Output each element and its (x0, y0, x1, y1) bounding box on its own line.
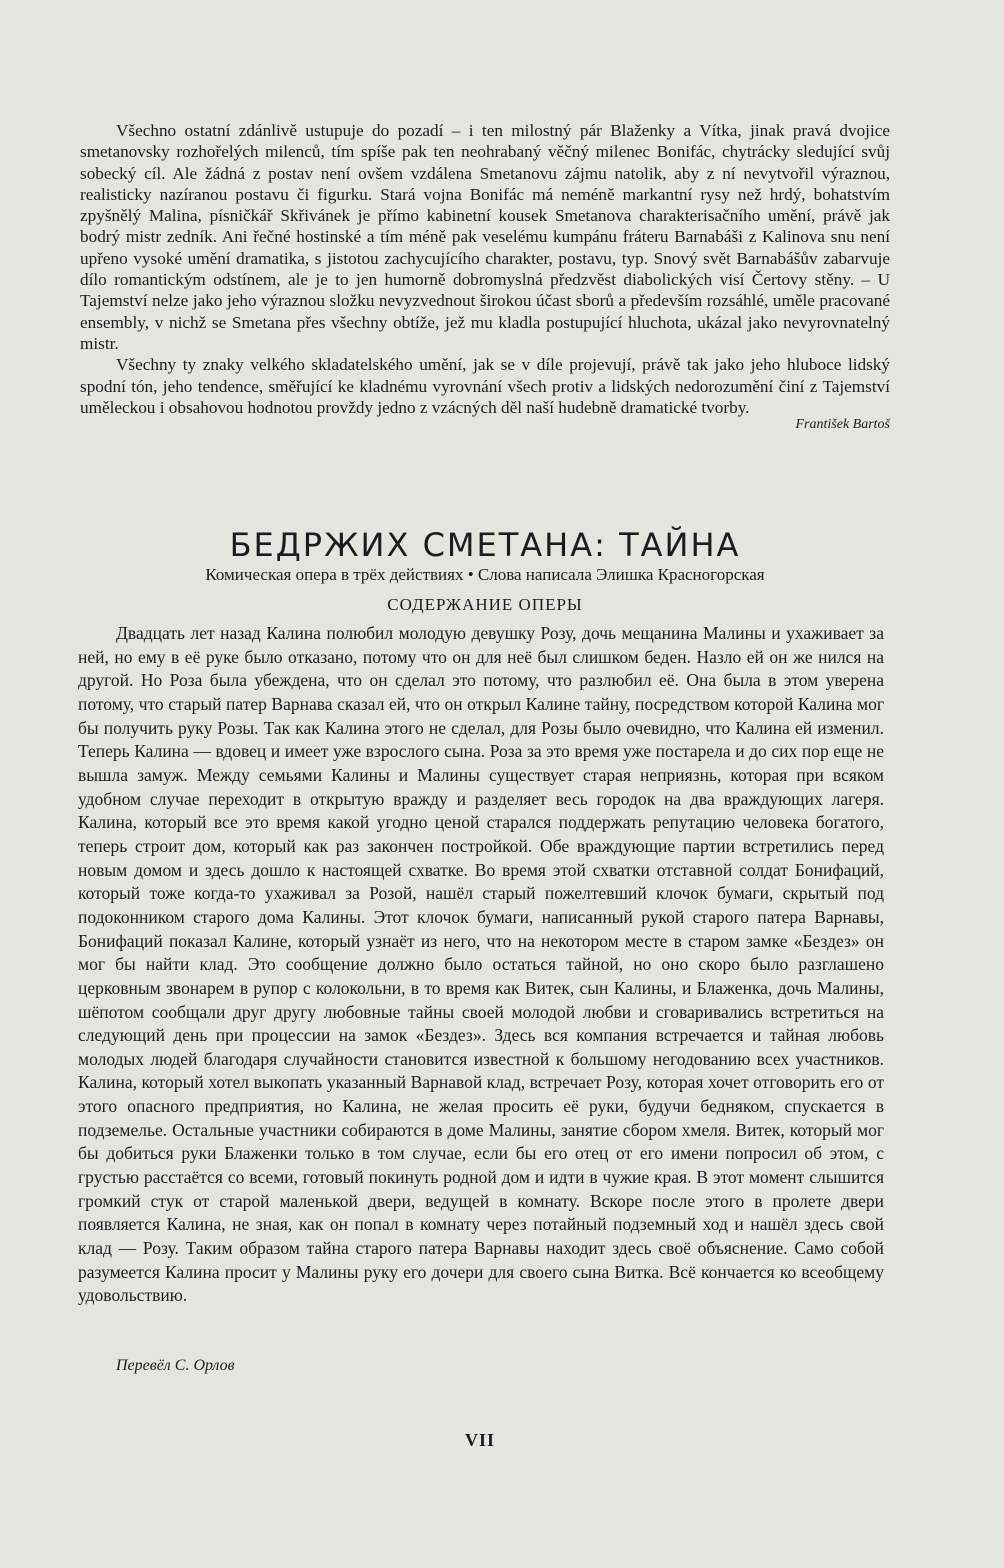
russian-title: БЕДРЖИХ СМЕТАНА: ТАЙНА (229, 526, 741, 564)
czech-paragraph-2: Všechny ty znaky velkého skladatelského umění, jak se v díle projevují, právě tak jako jeho hluboce lidský spodní tón, jeho tendence, směřující ke kladnému vyrovnání všech protiv a lidských nedorozumění činí z Tajemství uměleckou i obsahovou hodnotou provždy jedno z vzácných děl naší hudebně dramatické tvorby. (80, 355, 890, 417)
page-number: VII (464, 1430, 495, 1450)
russian-translator-credit: Перевёл С. Орлов (116, 1357, 235, 1374)
czech-author-signature: František Bartoš (795, 417, 890, 433)
czech-paragraph-1: Všechno ostatní zdánlivě ustupuje do pozadí – i ten milostný pár Blaženky a Vítka, jinak pravá dvojice smetanovsky rozhořelých milenců, tím spíše pak ten neohrabaný věčný milenec Bonifác, chytrácky sledující svůj sobecký cíl. Ale žádná z postav není ovšem vzdálena Smetanovu zájmu natolik, aby z ní nevytvořil výraznou, realisticky nazíranou postavu či figurku. Stará vojna Bonifác má neméně markantní rysy než hrdý, bohatstvím zpyšnělý Malina, písničkář Skřivánek je přímo kabinetní kousek Smetanova charakterisačního umění, právě jak bodrý mistr zedník. Ani řečné hostinské a tím méně pak veselému kumpánu fráteru Barnabáši z Kalinova snu není upřeno vysoké umění dramatika, s jistotou zachycujícího charakter, postavu, typ. Snový svět Barnabášův zabarvuje dílo romantickým odstínem, ale je to jen humorně dobromyslná předzvěst diabolických visí Čertovy stěny. – U Tajemství nelze jako jeho výraznou složku nevyzvednout širokou účast sborů a především rozsáhlé, uměle pracované ensembly, v nichž se Smetana přes všechny obtíže, jež mu kladla postupující hluchota, ukázal jako nevyrovnatelný mistr. (80, 121, 890, 353)
russian-synopsis (78, 622, 884, 1308)
russian-subtitle: Комическая опера в трёх действиях • Слова написала Элишка Красногорская (205, 565, 765, 584)
czech-essay (80, 120, 890, 434)
russian-section-heading: СОДЕРЖАНИЕ ОПЕРЫ (387, 595, 583, 614)
russian-paragraph: Двадцать лет назад Калина полюбил молодую девушку Розу, дочь мещанина Малины и ухаживает за ней, но ему в её руке было отказано, потому что он для неё был слишком беден. Назло ей он же нился на другой. Но Роза была убеждена, что он сделал это потому, что разлюбил её. Она была в этом уверена потому, что старый патер Варнава сказал ей, что он открыл Калине тайну, посредством которой Калина мог бы получить руку Розы. Так как Калина этого не сделал, для Розы было очевидно, что Калина ей изменил. Теперь Калина — вдовец и имеет уже взрослого сына. Роза за это время уже постарела и до сих пор еще не вышла замуж. Между семьями Калины и Малины существует старая неприязнь, которая при всяком удобном случае переходит в открытую вражду и разделяет весь городок на два враждующих лагеря. Калина, который все это время какой угодно ценой старался поддержать репутацию человека богатого, теперь строит дом, который как раз закончен постройкой. Обе враждующие партии встретились перед новым домом и здесь дошло к настоящей схватке. Во время этой схватки отставной солдат Бонифаций, который тоже когда-то ухаживал за Розой, нашёл старый пожелтевший клочок бумаги, скрытый под подоконником старого дома Калины. Этот клочок бумаги, написанный рукой старого патера Варнавы, Бонифаций показал Калине, который узнаёт из него, что на некотором месте в старом замке «Бездез» он мог бы найти клад. Это сообщение должно было остаться тайной, но оно скоро было разглашено церковным звонарем в рупор с колокольни, в то время как Витек, сын Калины, и Блаженка, дочь Малины, шёпотом сообщали друг другу любовные тайны своей молодой любви и сговаривались встретиться на следующий день при процессии на замок «Бездез». Здесь вся компания встречается и тайная любовь молодых людей благодаря случайности становится известной к большому негодованию всех участников. Калина, который хотел выкопать указанный Варнавой клад, встречает Розу, которая хочет отговорить его от этого опасного предприятия, но Калина, не желая просить её руки, будучи бедняком, спускается в подземелье. Остальные участники собираются в доме Малины, занятие сбором хмеля. Витек, который мог бы добиться руки Блаженки только в том случае, если бы его отец от его имени попросил об этом, с грустью расстаётся со всеми, готовый покинуть родной дом и идти в чужие края. В этот момент слышится громкий стук от старой маленькой двери, ведущей в комнату. Вскоре после этого в пролете двери появляется Калина, не зная, как он попал в комнату через потайный подземный ход и нашёл здесь свой клад — Розу. Таким образом тайна старого патера Варнавы находит здесь своё объяснение. Само собой разумеется Калина просит у Малины руку его дочери для своего сына Витка. Всё кончается ко всеобщему удовольствию. (78, 623, 884, 1306)
